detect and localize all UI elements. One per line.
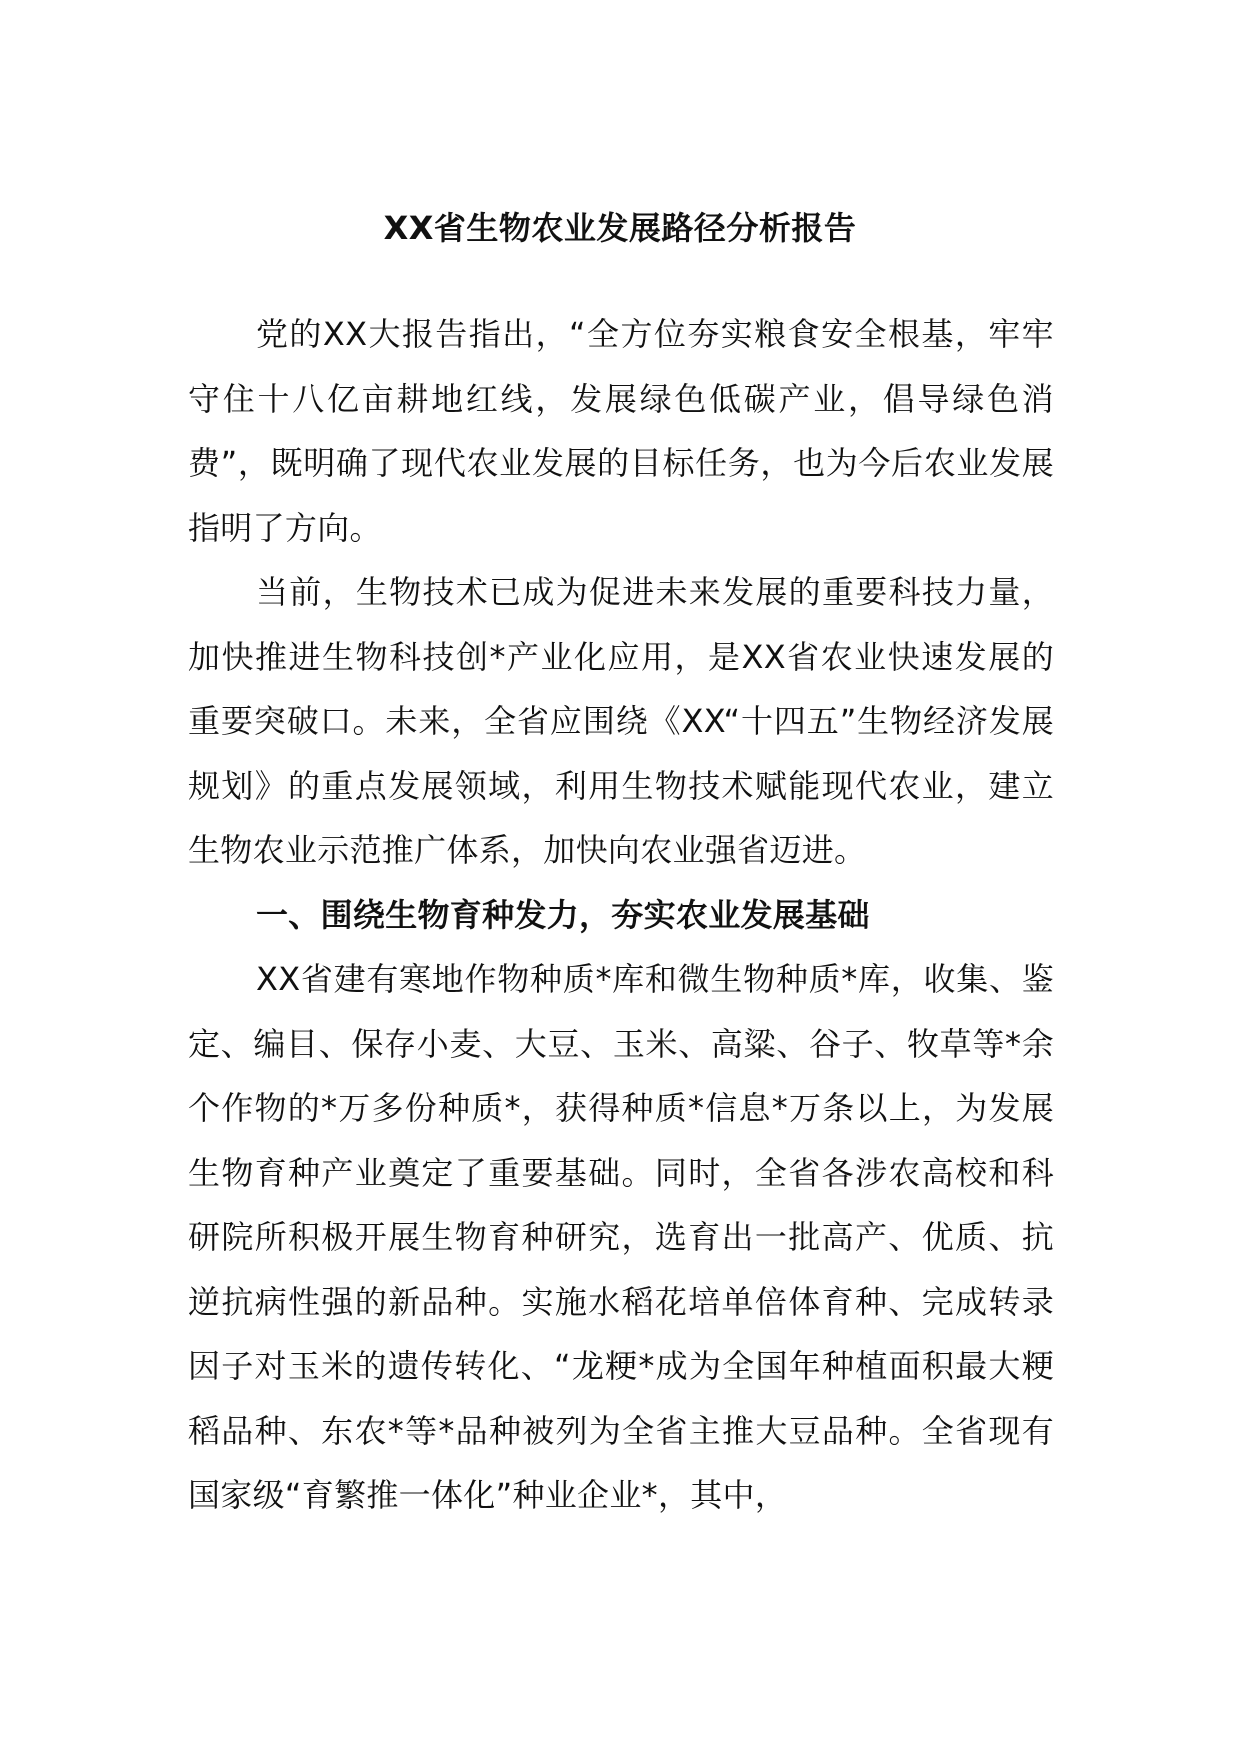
document-title: XX省生物农业发展路径分析报告 — [383, 209, 857, 247]
document-body — [188, 302, 1054, 1528]
paragraph-current: 当前，生物技术已成为促进未来发展的重要科技力量，加快推进生物科技创*产业化应用，是XX省农业快速发展的重要突破口。未来，全省应围绕《XX“十四五”生物经济发展规划》的重点发展领域，利用生物技术赋能现代农业，建立生物农业示范推广体系，加快向农业强省迈进。 — [188, 573, 1054, 869]
section-heading: 一、围绕生物育种发力，夯实农业发展基础 — [256, 895, 870, 934]
paragraph-section-one: XX省建有寒地作物种质*库和微生物种质*库，收集、鉴定、编目、保存小麦、大豆、玉米、高粱、谷子、牧草等*余个作物的*万多份种质*，获得种质*信息*万条以上，为发展生物育种产业奠定了重要基础。同时，全省各涉农高校和科研院所积极开展生物育种研究，选育出一批高产、优质、抗逆抗病性强的新品种。实施水稻花培单倍体育种、完成转录因子对玉米的遗传转化、“龙粳*成为全国年种植面积最大粳稻品种、东农*等*品种被列为全省主推大豆品种。全省现有国家级“育繁推一体化”种业企业*，其中， — [188, 960, 1054, 1514]
paragraph-intro: 党的XX大报告指出，“全方位夯实粮食安全根基，牢牢守住十八亿亩耕地红线，发展绿色低碳产业，倡导绿色消费”，既明确了现代农业发展的目标任务，也为今后农业发展指明了方向。 — [188, 315, 1054, 547]
